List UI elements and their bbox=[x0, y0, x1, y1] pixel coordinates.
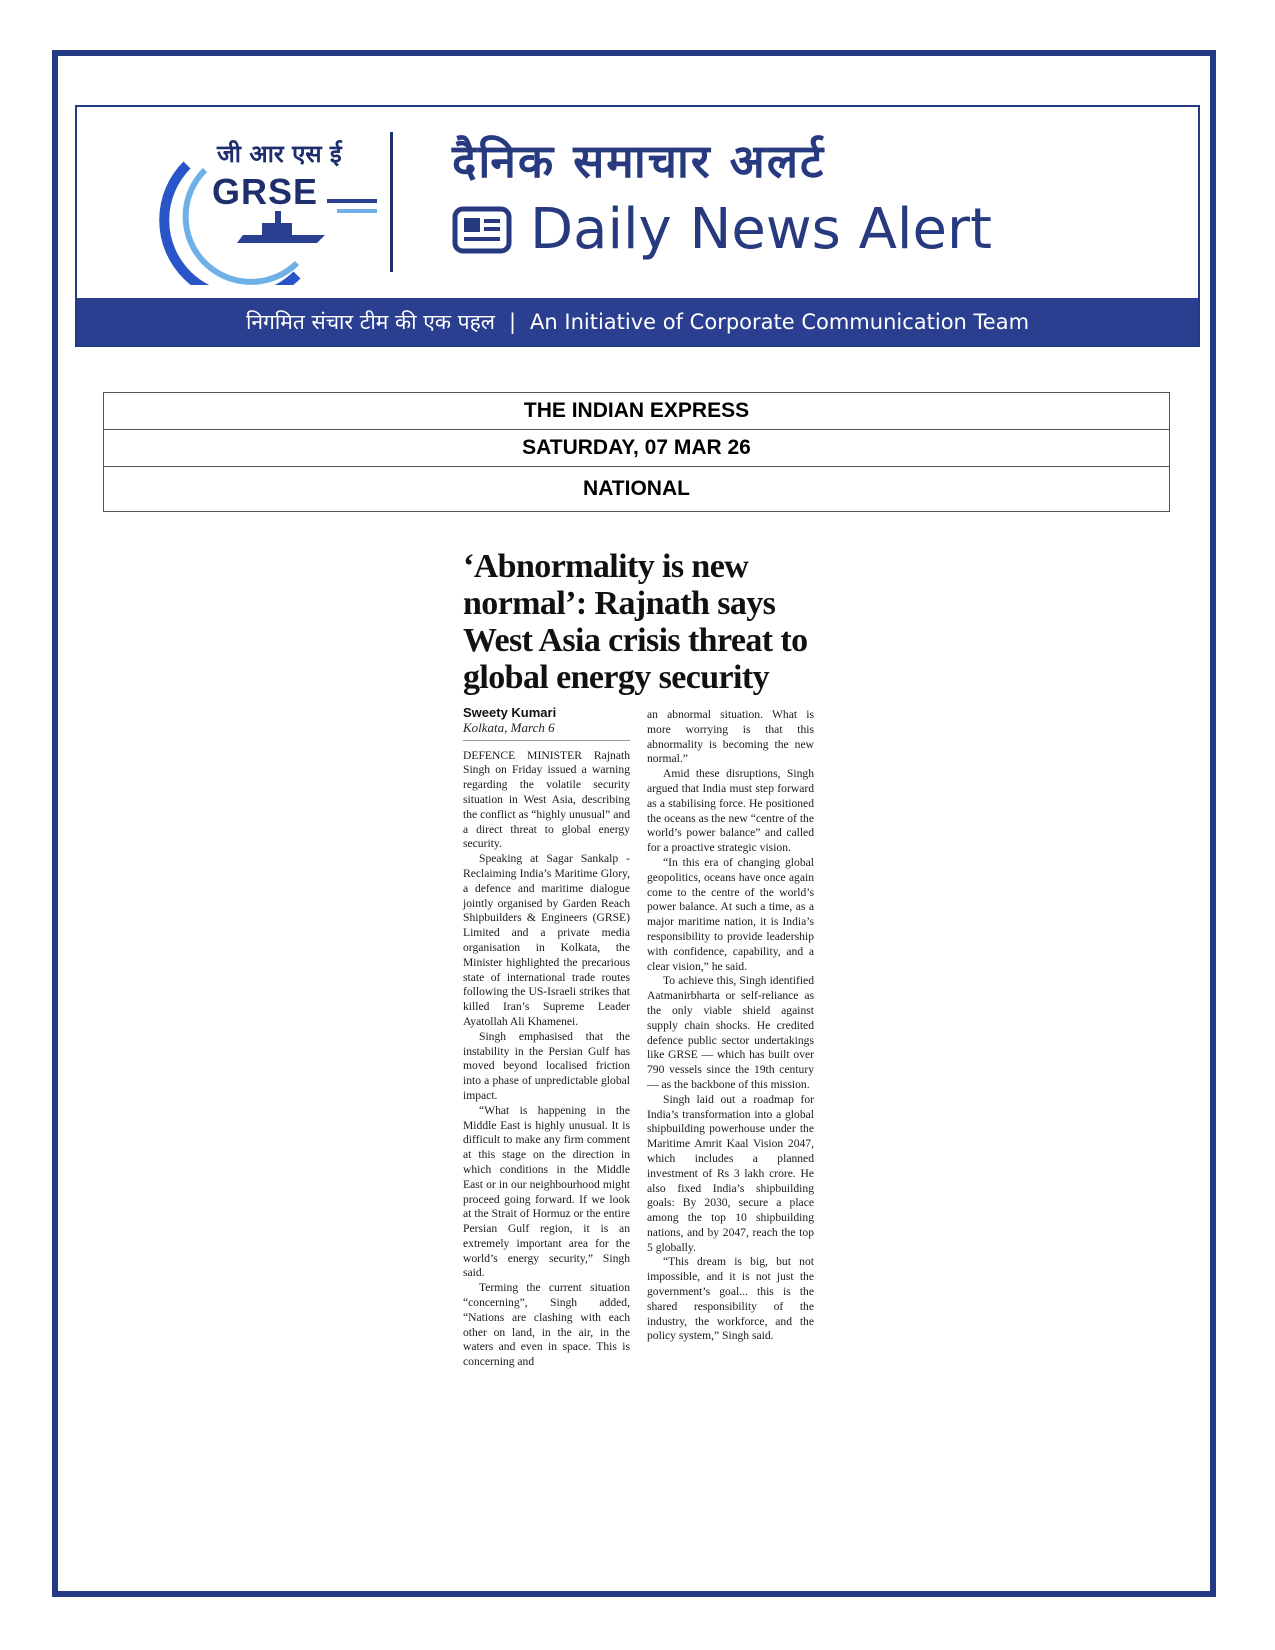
article-paragraph: DEFENCE MINISTER Rajnath Singh on Friday issued a warning regarding the volatile security situation in West Asia, describing the conflict as “highly unusual” and a direct threat to global energy security. bbox=[463, 748, 630, 851]
article-column-1 bbox=[463, 696, 630, 1370]
publication-info-table bbox=[103, 392, 1170, 512]
article-paragraph: an abnormal situation. What is more worrying is that this abnormality is becoming the new normal.” bbox=[647, 708, 814, 766]
article-paragraph: Speaking at Sagar Sankalp - Reclaiming India’s Maritime Glory, a defence and maritime dialogue jointly organised by Garden Reach Shipbuilders & Engineers (GRSE) Limited and a private media organisation in Kolkata, the Minister highlighted the precarious state of international trade routes following the US-Israeli strikes that killed Iran’s Supreme Leader Ayatollah Ali Khamenei. bbox=[463, 852, 630, 1028]
byline-rule bbox=[463, 740, 630, 741]
tagline-bar bbox=[77, 298, 1198, 345]
article-paragraph: “This dream is big, but not impossible, and it is not just the government’s goal... this is the shared responsibility of the industry, the workforce, and the policy system,” Singh said. bbox=[647, 1255, 814, 1343]
article-paragraph: Amid these disruptions, Singh argued that India must step forward as a stabilising force. He positioned the oceans as the new “centre of the world’s power balance” and called for a proactive strategic vision. bbox=[647, 767, 814, 855]
tagline-hindi: निगमित संचार टीम की एक पहल bbox=[245, 309, 495, 334]
article-paragraph: To achieve this, Singh identified Aatmanirbharta or self-reliance as the only viable shield against supply chain shocks. He credited defence public sector undertakings like GRSE — which has built over 790 vessels since the 19th century — as the backbone of this mission. bbox=[647, 974, 814, 1091]
newspaper-icon bbox=[452, 206, 512, 254]
header-banner bbox=[75, 105, 1200, 347]
article-column-2 bbox=[647, 708, 814, 1344]
article-author: Sweety Kumari bbox=[463, 705, 557, 720]
column-2-body bbox=[647, 708, 814, 1344]
article-paragraph: “What is happening in the Middle East is highly unusual. It is difficult to make any firm comment at this stage on the direction in which conditions in the Middle East or in our neighbourhood might proceed going forward. If we look at the Strait of Hormuz or the entire Persian Gulf region, it is an extremely important area for the world’s energy security,” Singh said. bbox=[463, 1103, 630, 1280]
logo-hindi-text: जी आर एस ई bbox=[217, 140, 342, 168]
title-hindi: दैनिक समाचार अलर्ट bbox=[452, 134, 826, 188]
news-article bbox=[463, 548, 815, 1369]
title-english: Daily News Alert bbox=[530, 197, 992, 262]
article-paragraph: Terming the current situation “concerning”, Singh added, “Nations are clashing with each other on land, in the air, in the waters and even in space. This is concerning and bbox=[463, 1281, 630, 1369]
article-paragraph: Singh laid out a roadmap for India’s transformation into a global shipbuilding powerhouse under the Maritime Amrit Kaal Vision 2047, which includes a planned investment of Rs 3 lakh crore. He also fixed India’s shipbuilding goals: By 2030, secure a place among the top 10 shipbuilding nations, and by 2047, reach the top 5 globally. bbox=[647, 1092, 814, 1254]
tagline-separator: | bbox=[508, 309, 517, 334]
article-headline: ‘Abnormality is new normal’: Rajnath says West Asia crisis threat to global energy security bbox=[463, 548, 808, 696]
header-divider bbox=[390, 132, 393, 272]
publication-date: SATURDAY, 07 MAR 26 bbox=[104, 430, 1169, 467]
tagline-english: An Initiative of Corporate Communication Team bbox=[530, 309, 1030, 334]
publication-section: NATIONAL bbox=[583, 477, 690, 500]
title-english-row bbox=[452, 197, 992, 262]
banner-top bbox=[77, 107, 1198, 300]
publication-name: THE INDIAN EXPRESS bbox=[104, 393, 1169, 430]
column-1-body bbox=[463, 749, 630, 1370]
logo-grse-text: GRSE bbox=[212, 171, 319, 212]
article-paragraph: Singh emphasised that the instability in the Persian Gulf has moved beyond localised friction into a phase of unpredictable global impact. bbox=[463, 1029, 630, 1102]
article-paragraph: “In this era of changing global geopolitics, oceans have once again come to the centre of the world’s power balance. At such a time, as a major maritime nation, it is India’s responsibility to provide leadership with confidence, capability, and a clear vision,” he said. bbox=[647, 855, 814, 973]
article-dateline: Kolkata, March 6 bbox=[463, 719, 555, 735]
